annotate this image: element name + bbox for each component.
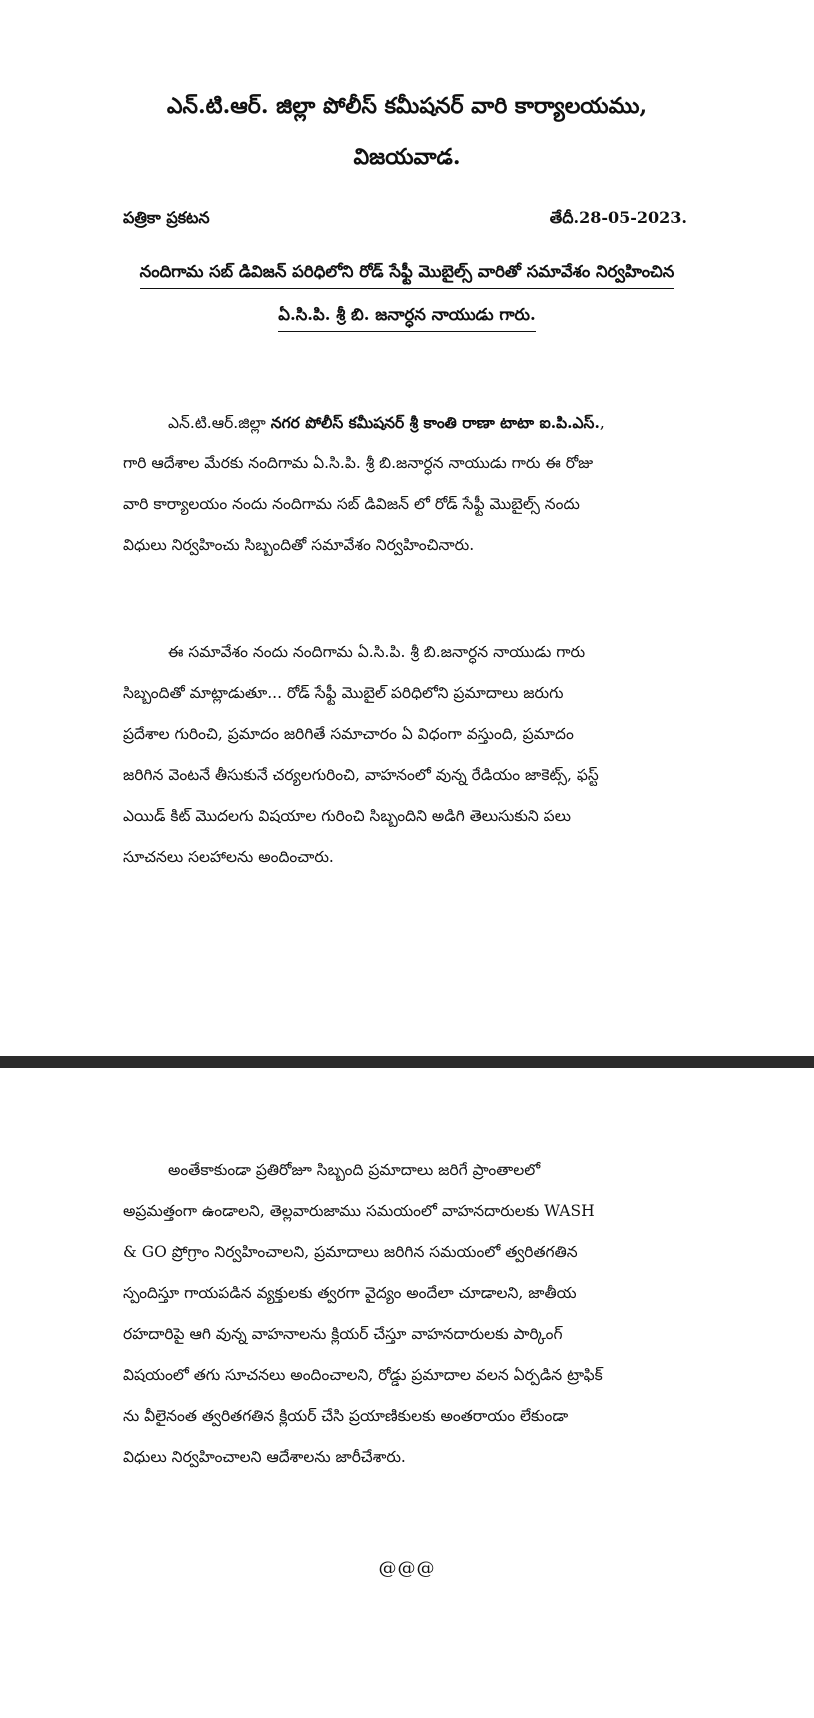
paragraph-line: గారి ఆదేశాల మేరకు నందిగామ ఏ.సి.పి. శ్రీ బి.జనార్ధన నాయుడు గారు ఈ రోజు bbox=[123, 454, 594, 472]
paragraph-line: విధులు నిర్వహించాలని ఆదేశాలను జారీచేశారు. bbox=[123, 1448, 406, 1466]
subject-text-line2: ఏ.సి.పి. శ్రీ బి. జనార్ధన నాయుడు గారు. bbox=[278, 302, 536, 332]
paragraph-line: స్పందిస్తూ గాయపడిన వ్యక్తులకు త్వరగా వైద్యం అందేలా చూడాలని, జాతీయ bbox=[123, 1284, 577, 1302]
subject-heading-line1 bbox=[0, 259, 814, 289]
paragraph-text: ఎన్.టి.ఆర్.జిల్లా bbox=[168, 414, 271, 432]
closing-mark: @@@ bbox=[378, 1558, 436, 1579]
paragraph-line: వారి కార్యాలయం నందు నందిగామ సబ్ డివిజన్ లో రోడ్ సేఫ్టీ మొబైల్స్ నందు bbox=[123, 495, 580, 513]
paragraph-line: జరిగిన వెంటనే తీసుకునే చర్యలగురించి, వాహనంలో వున్న రేడియం జాకెట్స్, ఫస్ట్ bbox=[123, 766, 599, 784]
subject-heading-line2 bbox=[0, 302, 814, 332]
paragraph-line: ఎయిడ్ కిట్ మొదలగు విషయాల గురించి సిబ్బందిని అడిగి తెలుసుకుని పలు bbox=[123, 807, 572, 825]
paragraph-line: అంతేకాకుండా ప్రతిరోజూ సిబ్బంది ప్రమాదాలు జరిగే ప్రాంతాలలో bbox=[168, 1161, 541, 1179]
paragraph-line: సిబ్బందితో మాట్లాడుతూ... రోడ్ సేఫ్టీ మొబైల్ పరిధిలోని ప్రమాదాలు జరుగు bbox=[123, 684, 564, 702]
press-release-label: పత్రికా ప్రకటన bbox=[123, 208, 210, 227]
subject-text-line1: నందిగామ సబ్ డివిజన్ పరిధిలోని రోడ్ సేఫ్టీ మొబైల్స్ వారితో సమావేశం నిర్వహించిన bbox=[140, 259, 675, 289]
paragraph-line: విధులు నిర్వహించు సిబ్బందితో సమావేశం నిర్వహించినారు. bbox=[123, 536, 475, 554]
paragraph-2 bbox=[123, 632, 689, 878]
paragraph-line: ను వీలైనంత త్వరితగతిన క్లియర్ చేసి ప్రయాణికులకు అంతరాయం లేకుండా bbox=[123, 1407, 569, 1425]
paragraph-line: సూచనలు సలహాలను అందించారు. bbox=[123, 848, 334, 866]
paragraph-line: విషయంలో తగు సూచనలు అందించాలని, రోడ్డు ప్రమాదాల వలన ఏర్పడిన ట్రాఫిక్ bbox=[123, 1366, 603, 1384]
paragraph-3 bbox=[123, 1150, 689, 1478]
commissioner-name: నగర పోలీస్ కమీషనర్ శ్రీ కాంతి రాణా టాటా ఐ.పి.ఎస్. bbox=[270, 413, 600, 432]
paragraph-line bbox=[123, 402, 689, 443]
press-date: తేదీ.28-05-2023. bbox=[549, 208, 687, 227]
page-separator bbox=[0, 1056, 814, 1068]
paragraph-text: , bbox=[599, 414, 605, 432]
paragraph-line: ఈ సమావేశం నందు నందిగామ ఏ.సి.పి. శ్రీ బి.జనార్ధన నాయుడు గారు bbox=[168, 643, 586, 661]
paragraph-line: అప్రమత్తంగా ఉండాలని, తెల్లవారుజాము సమయంలో వాహనదారులకు WASH bbox=[123, 1202, 595, 1220]
paragraph-line: & GO ప్రోగ్రాం నిర్వహించాలని, ప్రమాదాలు జరిగిన సమయంలో త్వరితగతిన bbox=[123, 1243, 578, 1261]
paragraph-1 bbox=[123, 402, 689, 566]
office-title: ఎన్.టి.ఆర్. జిల్లా పోలీస్ కమీషనర్ వారి కార్యాలయము, bbox=[166, 93, 648, 119]
office-city: విజయవాడ. bbox=[353, 144, 461, 170]
paragraph-line: రహదారిపై ఆగి వున్న వాహనాలను క్లియర్ చేస్తూ వాహనదారులకు పార్కింగ్ bbox=[123, 1325, 563, 1343]
paragraph-line: ప్రదేశాల గురించి, ప్రమాదం జరిగితే సమాచారం ఏ విధంగా వస్తుంది, ప్రమాదం bbox=[123, 725, 574, 743]
